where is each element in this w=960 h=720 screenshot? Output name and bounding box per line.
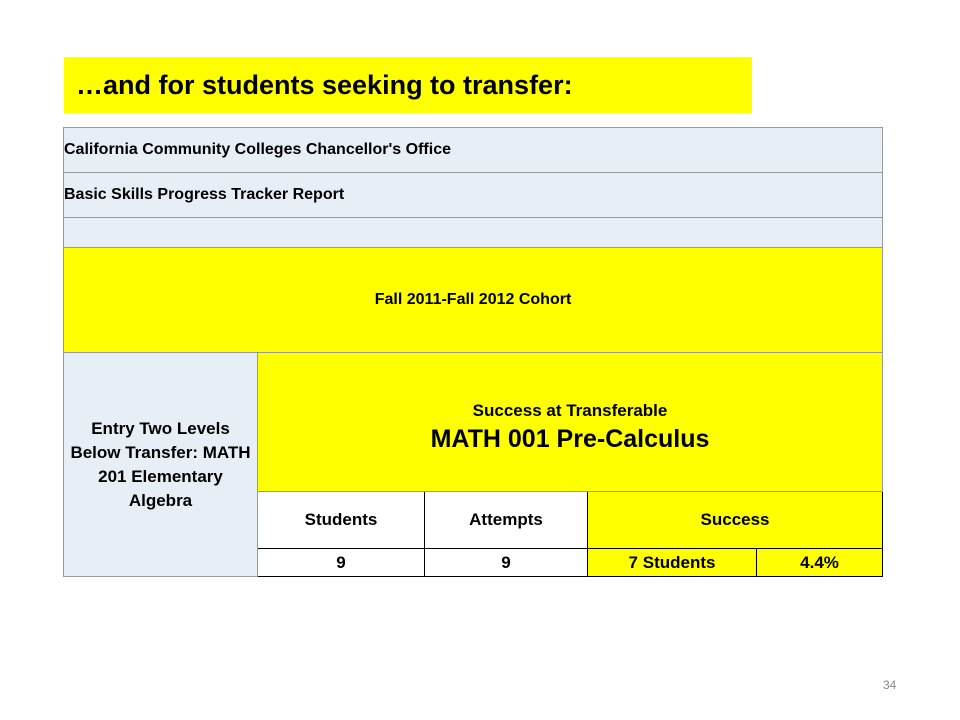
blank-row: [64, 218, 883, 248]
report-org-header: California Community Colleges Chancellor's Office: [64, 128, 883, 173]
success-heading: [258, 353, 883, 492]
success-rate-value: 4.4%: [757, 549, 883, 577]
attempts-column-header: Attempts: [425, 492, 588, 549]
report-title-header: Basic Skills Progress Tracker Report: [64, 173, 883, 218]
table-row: [64, 218, 883, 248]
table-row: [64, 248, 883, 353]
success-course: MATH 001 Pre-Calculus: [430, 424, 710, 453]
entry-level-label: Entry Two Levels Below Transfer: MATH 201 Elementary Algebra: [64, 353, 258, 577]
success-subtitle: Success at Transferable: [472, 400, 668, 420]
students-column-header: Students: [258, 492, 425, 549]
success-column-header: Success: [588, 492, 883, 549]
cohort-label: Fall 2011-Fall 2012 Cohort: [64, 248, 883, 353]
attempts-value: 9: [425, 549, 588, 577]
students-value: 9: [258, 549, 425, 577]
slide-title-banner: [64, 57, 752, 113]
success-students-value: 7 Students: [588, 549, 757, 577]
progress-tracker-table: [63, 127, 883, 577]
slide-title: …and for students seeking to transfer:: [76, 69, 573, 100]
table-row: [64, 353, 883, 492]
page-number: 34: [883, 678, 897, 692]
table-row: [64, 128, 883, 173]
table-row: [64, 173, 883, 218]
